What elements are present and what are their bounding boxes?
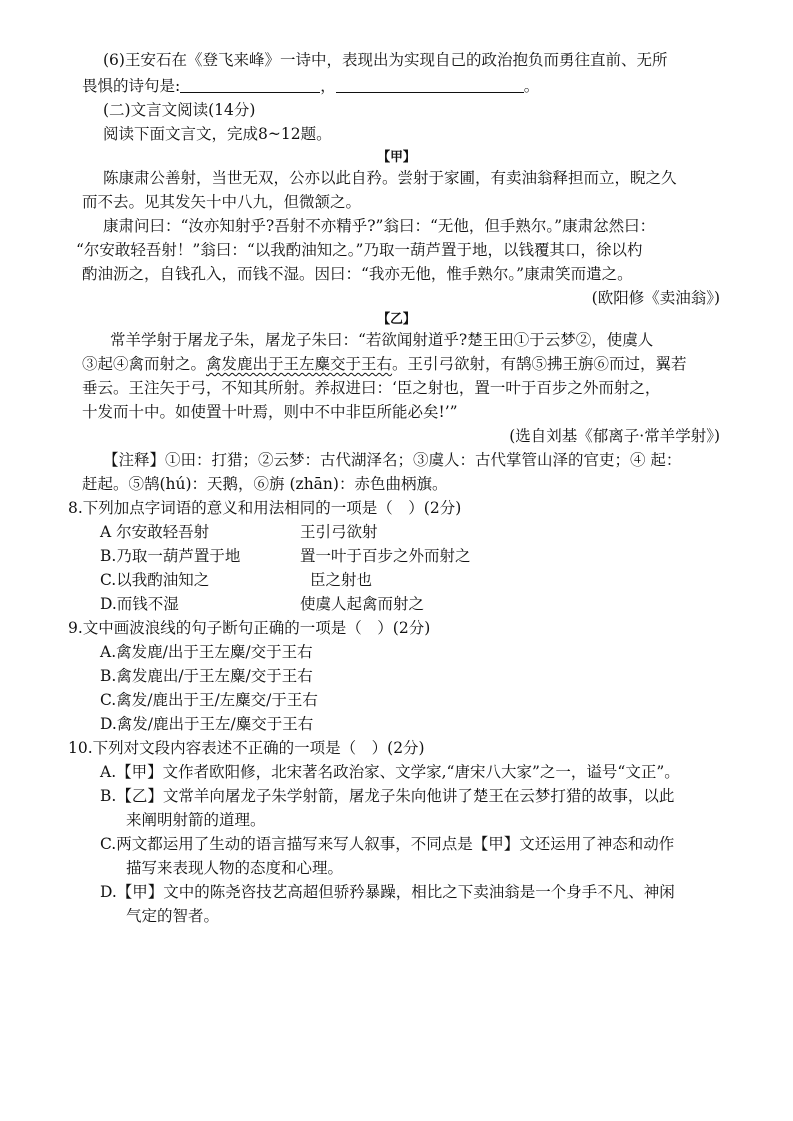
passage-b-line (82, 352, 687, 376)
passage-a-line: 康肃问曰：“汝亦知射乎?吾射不亦精乎?”翁曰：“无他，但手熟尔。”康肃忿然曰： (103, 217, 656, 235)
q8-option-b-compare: 置一叶于百步之外而射之 (300, 547, 471, 565)
passage-a-label: 【甲】 (377, 150, 416, 165)
q10-stem: 10.下列对文段内容表述不正确的一项是（ ）(2分) (68, 739, 425, 757)
passage-b-label: 【乙】 (377, 312, 416, 327)
passage-b-source: (选自刘基《郁离子·常羊学射》) (509, 427, 720, 445)
passage-b-line: 常羊学射于屠龙子朱，屠龙子朱曰：“若欲闻射道乎?楚王田①于云梦②，使虞人 (110, 331, 654, 349)
wavy-underlined-sentence: 禽发鹿出于王左麋交于王右 (206, 355, 393, 373)
answer-blank-2[interactable] (336, 76, 524, 93)
notes-line: 赶起。⑤鹄(hú)：天鹅，⑥旃 (zhān)：赤色曲柄旗。 (82, 475, 448, 493)
passage-a-line: “尔安敢轻吾射！”翁曰：“以我酌油知之。”乃取一葫芦置于地，以钱覆其口，徐以杓 (76, 241, 643, 259)
q10-option: A.【甲】文作者欧阳修，北宋著名政治家、文学家,“唐宋八大家”之一，谥号“文正”。 (100, 763, 680, 781)
q9-option: D.禽发/鹿出于王左/麋交于王右 (100, 715, 314, 733)
q8-option-c-compare: 臣之射也 (310, 571, 373, 589)
q8-option-d: D.而钱不湿 (100, 595, 179, 613)
passage-b-text: ③起④禽而射之。 (82, 355, 207, 373)
passage-a-line: 酌油沥之，自钱孔入，而钱不湿。因曰：“我亦无他，惟手熟尔。”康肃笑而遣之。 (82, 265, 633, 283)
q6-prefix: 畏惧的诗句是: (82, 77, 181, 95)
q6-line1: (6)王安石在《登飞来峰》一诗中，表现出为实现自己的政治抱负而勇往直前、无所 (103, 51, 668, 69)
q9-option: B.禽发鹿出/于王左麋/交于王右 (100, 667, 313, 685)
q10-option-continued: 气定的智者。 (126, 907, 220, 925)
q10-option-continued: 描写来表现人物的态度和心理。 (126, 859, 344, 877)
q8-option-d-compare: 使虞人起禽而射之 (300, 595, 425, 613)
section-instruction: 阅读下面文言文，完成8~12题。 (103, 125, 332, 143)
q10-option: D.【甲】文中的陈尧咨技艺高超但骄矜暴躁，相比之下卖油翁是一个身手不凡、神闲 (100, 883, 675, 901)
answer-blank-1[interactable] (180, 76, 320, 93)
passage-a-line: 陈康肃公善射，当世无双，公亦以此自矜。尝射于家圃，有卖油翁释担而立，睨之久 (103, 169, 677, 187)
notes-line: 【注释】①田：打猎；②云梦：古代湖泽名；③虞人：古代掌管山泽的官吏；④ 起： (103, 451, 682, 469)
q9-option: A.禽发鹿/出于王左麋/交于王右 (100, 643, 313, 661)
q8-stem: 8.下列加点字词语的意义和用法相同的一项是（ ）(2分) (68, 499, 462, 517)
passage-a-source: (欧阳修《卖油翁》) (591, 289, 720, 307)
passage-b-text: 。王引弓欲射，有鹄⑤拂王旃⑥而过，翼若 (392, 355, 687, 373)
passage-b-line: 垂云。王注矢于弓，不知其所射。养叔进曰：‘臣之射也，置一叶于百步之外而射之， (82, 379, 661, 397)
q10-option: B.【乙】文常羊向屠龙子朱学射箭，屠龙子朱向他讲了楚王在云梦打猎的故事，以此 (100, 787, 675, 805)
q10-option: C.两文都运用了生动的语言描写来写人叙事，不同点是【甲】文还运用了神态和动作 (100, 835, 675, 853)
passage-a-line: 而不去。见其发矢十中八九，但微颔之。 (82, 193, 362, 211)
section-title: (二)文言文阅读(14分) (103, 101, 256, 119)
q10-option-continued: 来阐明射箭的道理。 (126, 811, 266, 829)
q8-option-b: B.乃取一葫芦置于地 (100, 547, 241, 565)
q6-line2 (82, 74, 539, 98)
q6-end: 。 (523, 77, 540, 95)
q8-option-a: A 尔安敢轻吾射 (100, 523, 210, 541)
passage-b-line: 十发而十中。如使置十叶焉，则中不中非臣所能必矣!’” (82, 403, 458, 421)
q8-option-c: C.以我酌油知之 (100, 571, 210, 589)
q6-separator: ， (320, 77, 336, 95)
q9-option: C.禽发/鹿出于王/左麋交/于王右 (100, 691, 318, 709)
q8-option-a-compare: 王引弓欲射 (300, 523, 378, 541)
q9-stem: 9.文中画波浪线的句子断句正确的一项是（ ）(2分) (68, 619, 431, 637)
